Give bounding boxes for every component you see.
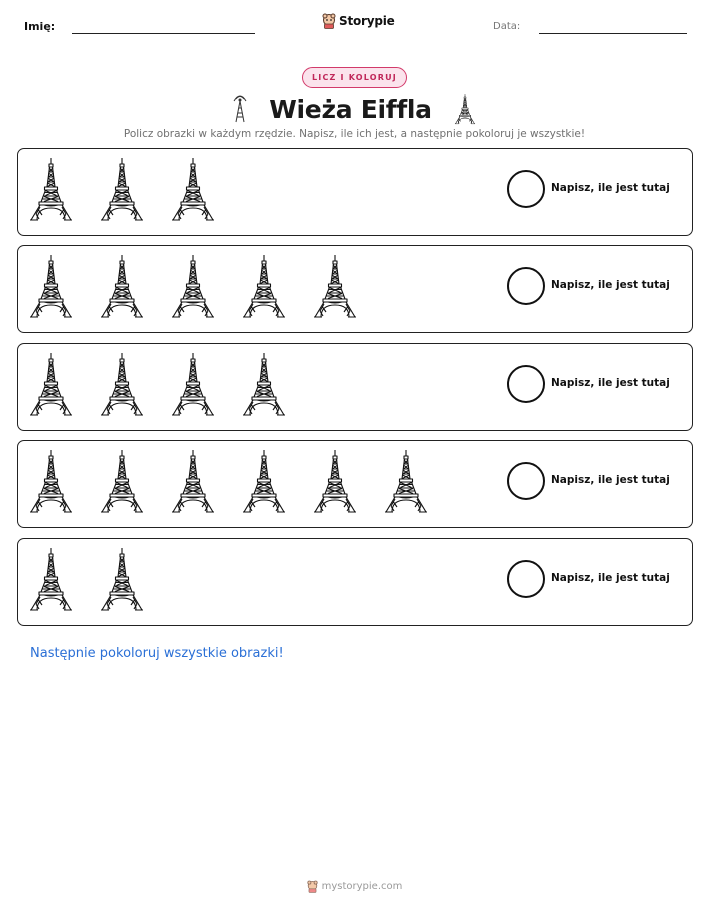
eiffel-tower-icon[interactable] [28, 449, 74, 513]
counting-row [17, 148, 693, 236]
eiffel-tower-icon[interactable] [241, 449, 287, 513]
eiffel-tower-icon[interactable] [170, 254, 216, 318]
answer-circle[interactable] [507, 267, 545, 305]
answer-circle[interactable] [507, 462, 545, 500]
page-title: Wieża Eiffla [269, 94, 432, 124]
page-header [0, 0, 709, 50]
eiffel-tower-icon[interactable] [99, 157, 145, 221]
eiffel-tower-icon[interactable] [99, 449, 145, 513]
radio-tower-icon [233, 95, 247, 123]
eiffel-tower-icon[interactable] [170, 157, 216, 221]
storypie-logo-icon [307, 880, 318, 893]
eiffel-tower-icon[interactable] [383, 449, 429, 513]
answer-circle[interactable] [507, 170, 545, 208]
activity-badge: LICZ I KOLORUJ [302, 67, 407, 88]
answer-prompt: Napisz, ile jest tutaj [551, 182, 670, 194]
eiffel-tower-icon[interactable] [170, 352, 216, 416]
eiffel-tower-icon[interactable] [241, 352, 287, 416]
counting-row [17, 343, 693, 431]
answer-prompt: Napisz, ile jest tutaj [551, 474, 670, 486]
eiffel-tower-icon[interactable] [28, 254, 74, 318]
brand [322, 13, 395, 29]
answer-circle[interactable] [507, 365, 545, 403]
answer-prompt: Napisz, ile jest tutaj [551, 279, 670, 291]
eiffel-tower-icon[interactable] [99, 547, 145, 611]
eiffel-tower-icon[interactable] [28, 547, 74, 611]
storypie-logo-icon [322, 13, 336, 29]
footer-url: mystorypie.com [321, 881, 403, 892]
counting-row [17, 245, 693, 333]
counting-row [17, 440, 693, 528]
eiffel-tower-icon[interactable] [99, 254, 145, 318]
footer-instruction: Następnie pokoloruj wszystkie obrazki! [30, 646, 284, 661]
date-write-line[interactable] [539, 33, 687, 34]
eiffel-tower-icon [454, 93, 476, 125]
brand-name: Storypie [339, 14, 395, 28]
eiffel-tower-icon[interactable] [28, 157, 74, 221]
answer-circle[interactable] [507, 560, 545, 598]
date-label: Data: [493, 21, 521, 32]
eiffel-tower-icon[interactable] [170, 449, 216, 513]
instructions: Policz obrazki w każdym rzędzie. Napisz, ile ich jest, a następnie pokoloruj je wszystkie! [123, 128, 586, 140]
title-row [0, 92, 709, 126]
eiffel-tower-icon[interactable] [28, 352, 74, 416]
name-label: Imię: [24, 20, 56, 33]
counting-row [17, 538, 693, 626]
answer-prompt: Napisz, ile jest tutaj [551, 377, 670, 389]
eiffel-tower-icon[interactable] [312, 449, 358, 513]
name-write-line[interactable] [72, 33, 255, 34]
eiffel-tower-icon[interactable] [312, 254, 358, 318]
eiffel-tower-icon[interactable] [99, 352, 145, 416]
answer-prompt: Napisz, ile jest tutaj [551, 572, 670, 584]
footer-brand [0, 880, 709, 893]
eiffel-tower-icon[interactable] [241, 254, 287, 318]
